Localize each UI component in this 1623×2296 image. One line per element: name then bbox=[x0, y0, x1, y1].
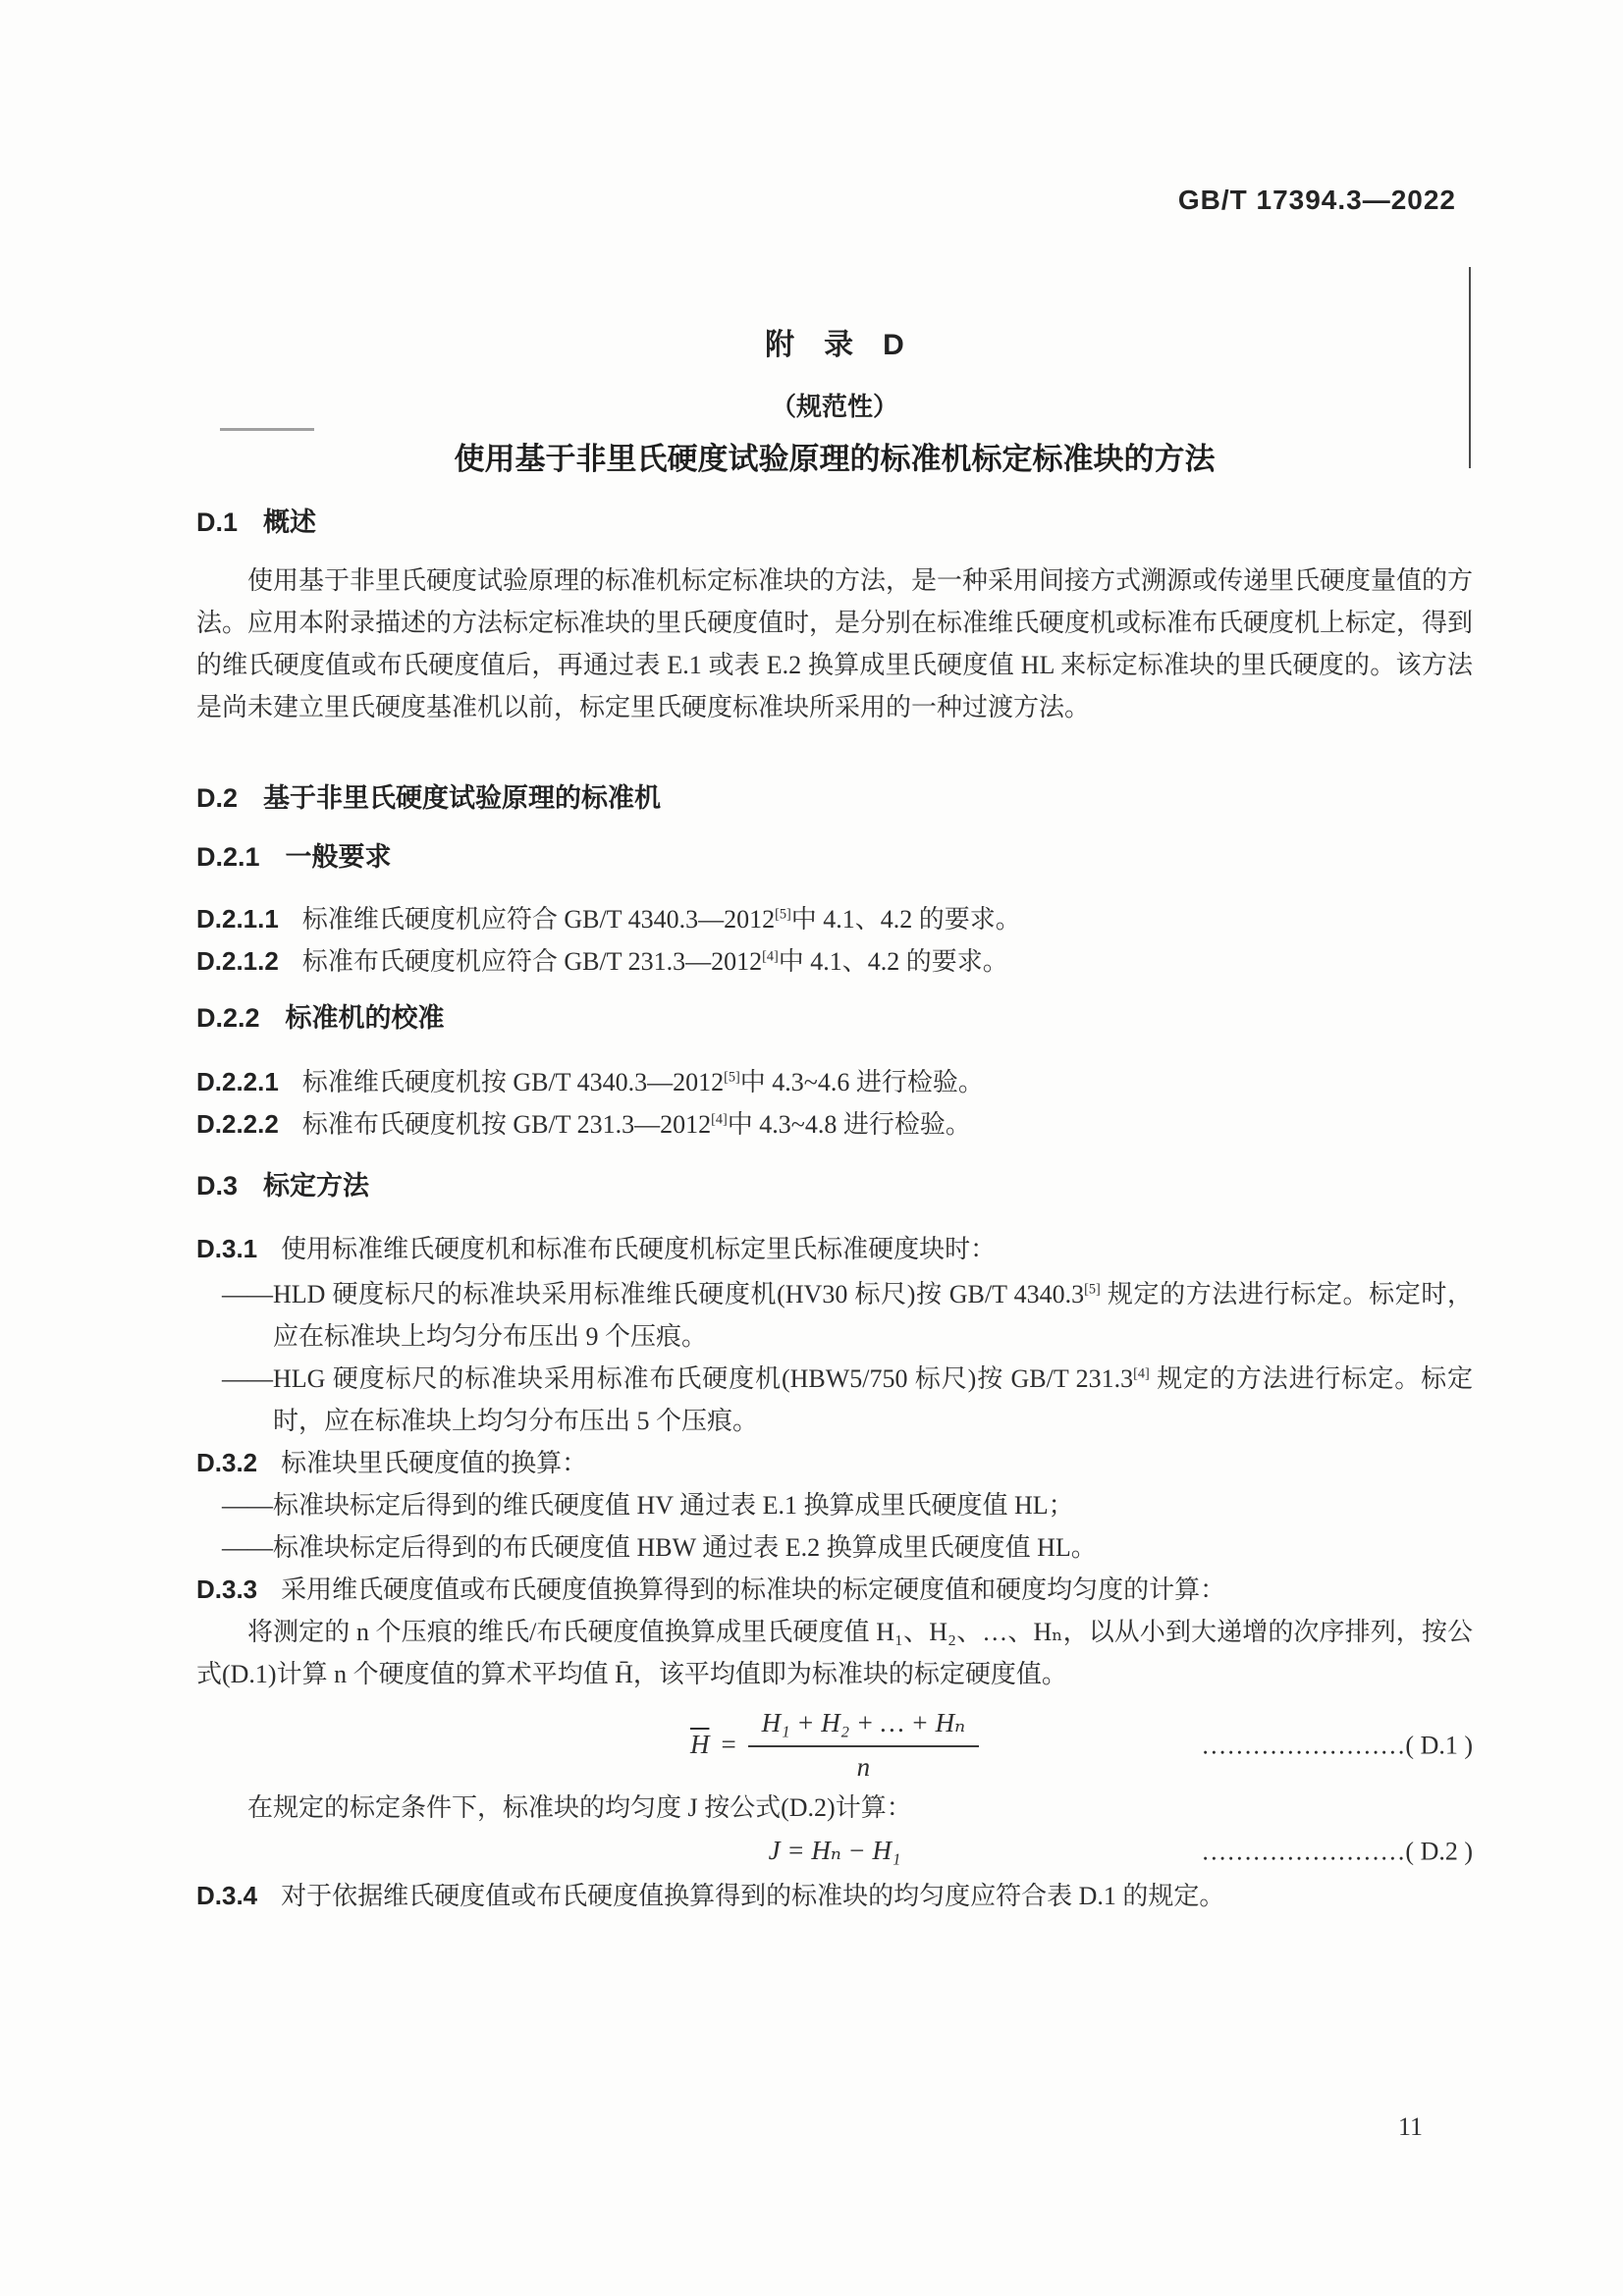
formula-d1-fraction bbox=[748, 1703, 979, 1787]
section-d3-title: 标定方法 bbox=[263, 1171, 370, 1201]
section-d2-number: D.2 bbox=[196, 783, 239, 813]
formula-d1-numerator: H₁ + H₂ + … + Hₙ bbox=[748, 1703, 979, 1747]
list-item-hlg-text-post: 规定的方法进行标定。标定时，应在标准块上均匀分布压出 5 个压痕。 bbox=[273, 1364, 1473, 1435]
clause-d33-number: D.3.3 bbox=[196, 1575, 258, 1604]
clause-d33-paragraph-1: 将测定的 n 个压痕的维氏/布氏硬度值换算成里氏硬度值 H₁、H₂、…、Hₙ，以从小到大递增的次序排列，按公式(D.1)计算 n 个硬度值的算术平均值 H̄，该平均值即为标准块的标定硬度值。 bbox=[196, 1618, 1473, 1688]
clause-d34 bbox=[196, 1875, 1473, 1917]
clause-d33-paragraph-2: 在规定的标定条件下，标准块的均匀度 J 按公式(D.2)计算： bbox=[247, 1793, 912, 1822]
clause-d211-ref-superscript: [5] bbox=[775, 906, 791, 923]
list-item-hv bbox=[196, 1484, 1473, 1526]
section-d1-paragraph: 使用基于非里氏硬度试验原理的标准机标定标准块的方法，是一种采用间接方式溯源或传递里氏硬度量值的方法。应用本附录描述的方法标定标准块的里氏硬度值时，是分别在标准维氏硬度机或标准布氏硬度机上标定，得到的维氏硬度值或布氏硬度值后，再通过表 E.1 或表 E.2 换算成里氏硬度值 HL 来标定标准块的里氏硬度的。该方法是尚未建立里氏硬度基准机以前，标定里氏硬度标准块所采用的一种过渡方法。 bbox=[196, 566, 1474, 721]
clause-d211 bbox=[196, 898, 1473, 940]
list-item-hld bbox=[196, 1273, 1473, 1358]
section-d3-number: D.3 bbox=[196, 1171, 239, 1201]
section-d22-title: 标准机的校准 bbox=[285, 1003, 445, 1033]
list-item-hbw-text: 标准块标定后得到的布氏硬度值 HBW 通过表 E.2 换算成里氏硬度值 HL。 bbox=[273, 1533, 1097, 1562]
clause-d32 bbox=[196, 1442, 1473, 1484]
list-item-dash: —— bbox=[222, 1533, 273, 1562]
clause-d31 bbox=[196, 1228, 1473, 1270]
list-item-hbw bbox=[196, 1526, 1473, 1569]
list-item-hlg-ref-superscript: [4] bbox=[1133, 1365, 1150, 1382]
clause-d34-text: 对于依据维氏硬度值或布氏硬度值换算得到的标准块的均匀度应符合表 D.1 的规定。 bbox=[281, 1882, 1225, 1910]
clause-d212-number: D.2.1.2 bbox=[196, 946, 279, 976]
section-d2-heading bbox=[196, 778, 1473, 818]
section-d21-heading bbox=[196, 837, 1473, 877]
section-d22-heading bbox=[196, 998, 1473, 1038]
formula-d1 bbox=[196, 1703, 1473, 1787]
clause-d222-ref-superscript: [4] bbox=[711, 1111, 728, 1128]
clause-d222-text-pre: 标准布氏硬度机按 GB/T 231.3—2012 bbox=[301, 1110, 712, 1139]
clause-d33-text: 采用维氏硬度值或布氏硬度值换算得到的标准块的标定硬度值和硬度均匀度的计算： bbox=[281, 1575, 1226, 1604]
document-content bbox=[0, 326, 1623, 1917]
formula-d2-label: ( D.2 ) bbox=[1405, 1837, 1473, 1865]
list-item-hld-ref-superscript: [5] bbox=[1084, 1281, 1101, 1298]
scan-artifact-vertical-line bbox=[1469, 267, 1471, 468]
list-item-dash: —— bbox=[222, 1364, 273, 1393]
section-d21-number: D.2.1 bbox=[196, 842, 260, 872]
clause-d211-text-post: 中 4.1、4.2 的要求。 bbox=[790, 905, 1021, 934]
clause-d222-text-post: 中 4.3~4.8 进行检验。 bbox=[727, 1110, 971, 1139]
section-d21-title: 一般要求 bbox=[285, 842, 392, 872]
formula-d1-label: ( D.1 ) bbox=[1405, 1731, 1473, 1759]
formula-d2-expression: J = Hₙ − H₁ bbox=[768, 1836, 901, 1865]
formula-d1-denominator: n bbox=[856, 1752, 871, 1782]
clause-d31-number: D.3.1 bbox=[196, 1234, 258, 1263]
page-number: 11 bbox=[1398, 2112, 1424, 2141]
formula-d1-leader-dots: …………………… bbox=[1201, 1731, 1406, 1759]
section-d22-number: D.2.2 bbox=[196, 1003, 260, 1033]
section-d1-title: 概述 bbox=[263, 507, 317, 537]
appendix-label: 附 录 D bbox=[765, 329, 904, 361]
section-d1-heading bbox=[196, 503, 1473, 542]
clause-d221-ref-superscript: [5] bbox=[724, 1069, 740, 1086]
clause-d212-text-pre: 标准布氏硬度机应符合 GB/T 231.3—2012 bbox=[301, 947, 763, 976]
clause-d32-number: D.3.2 bbox=[196, 1448, 258, 1477]
formula-d1-equals: = bbox=[721, 1730, 736, 1759]
clause-d212-text-post: 中 4.1、4.2 的要求。 bbox=[778, 947, 1008, 976]
appendix-normative-label: （规范性） bbox=[770, 392, 898, 421]
formula-d2-reference bbox=[1201, 1829, 1473, 1873]
clause-d33 bbox=[196, 1569, 1473, 1611]
clause-d221-number: D.2.2.1 bbox=[196, 1067, 279, 1096]
clause-d221-text-pre: 标准维氏硬度机按 GB/T 4340.3—2012 bbox=[301, 1068, 725, 1096]
section-d3-heading bbox=[196, 1166, 1473, 1205]
formula-d1-reference bbox=[1201, 1724, 1473, 1766]
clause-d211-text-pre: 标准维氏硬度机应符合 GB/T 4340.3—2012 bbox=[301, 905, 776, 934]
list-item-hld-text-post: 规定的方法进行标定。标定时，应在标准块上均匀分布压出 9 个压痕。 bbox=[273, 1280, 1473, 1351]
clause-d211-number: D.2.1.1 bbox=[196, 904, 279, 934]
scan-artifact-dash-line bbox=[220, 428, 314, 431]
appendix-title-block bbox=[196, 326, 1473, 481]
clause-d222 bbox=[196, 1103, 1473, 1146]
clause-d34-number: D.3.4 bbox=[196, 1881, 258, 1910]
clause-d212 bbox=[196, 940, 1473, 983]
clause-d32-text: 标准块里氏硬度值的换算： bbox=[281, 1449, 588, 1477]
formula-d2 bbox=[196, 1829, 1473, 1873]
list-item-dash: —— bbox=[222, 1491, 273, 1520]
list-item-hv-text: 标准块标定后得到的维氏硬度值 HV 通过表 E.1 换算成里氏硬度值 HL； bbox=[273, 1491, 1074, 1520]
clause-d221 bbox=[196, 1061, 1473, 1103]
section-d1-number: D.1 bbox=[196, 507, 239, 537]
formula-d2-leader-dots: …………………… bbox=[1201, 1837, 1406, 1865]
clause-d221-text-post: 中 4.3~4.6 进行检验。 bbox=[739, 1068, 984, 1096]
formula-d1-mean-symbol: $\overline{H}$ bbox=[689, 1730, 710, 1759]
list-item-hld-text-pre: HLD 硬度标尺的标准块采用标准维氏硬度机(HV30 标尺)按 GB/T 4340.3 bbox=[273, 1280, 1085, 1308]
list-item-hlg-text-pre: HLG 硬度标尺的标准块采用标准布氏硬度机(HBW5/750 标尺)按 GB/T 231.3 bbox=[273, 1364, 1134, 1393]
appendix-heading: 使用基于非里氏硬度试验原理的标准机标定标准块的方法 bbox=[454, 442, 1216, 476]
clause-d222-number: D.2.2.2 bbox=[196, 1109, 279, 1139]
list-item-dash: —— bbox=[222, 1280, 273, 1308]
section-d2-title: 基于非里氏硬度试验原理的标准机 bbox=[263, 783, 662, 813]
standard-number-header: GB/T 17394.3—2022 bbox=[1177, 185, 1456, 215]
list-item-hlg bbox=[196, 1358, 1473, 1442]
clause-d212-ref-superscript: [4] bbox=[762, 948, 779, 965]
clause-d31-text: 使用标准维氏硬度机和标准布氏硬度机标定里氏标准硬度块时： bbox=[281, 1235, 997, 1263]
formula-d1-expression bbox=[690, 1703, 979, 1787]
